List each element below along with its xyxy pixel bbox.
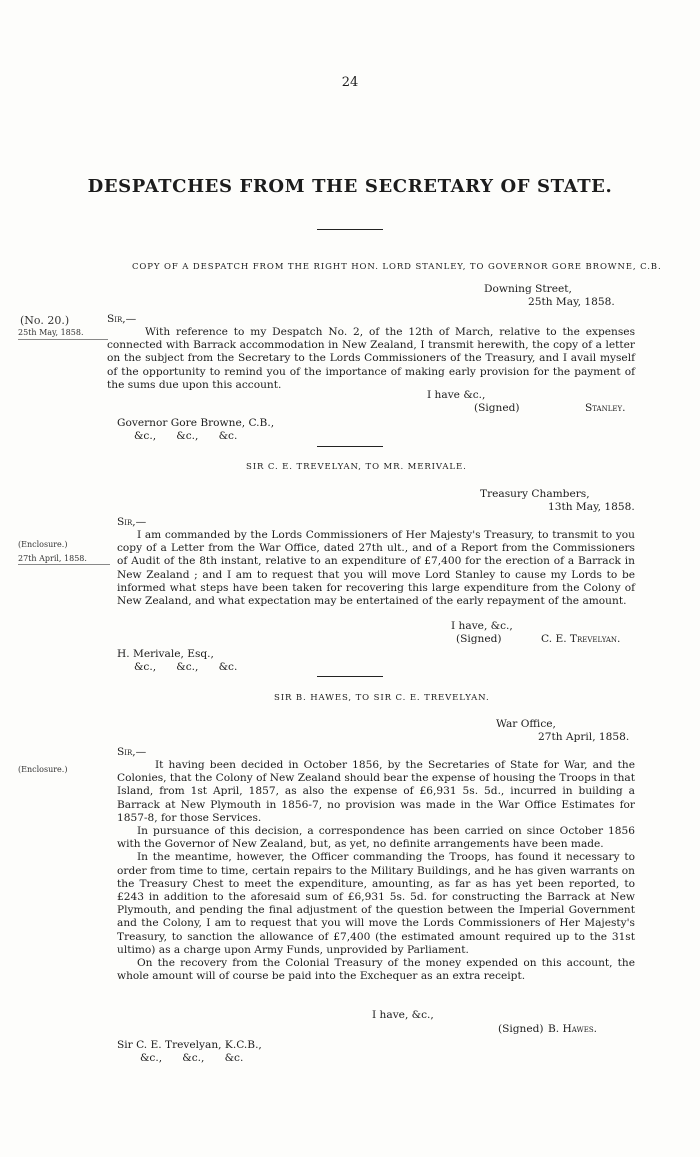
despatch1-date: 25th May, 1858. <box>528 296 615 308</box>
despatch3-paragraph-4: On the recovery from the Colonial Treasury of the money expended on this account, the whole amount will of course be paid into the Exchequer as an extra receipt. <box>117 957 635 983</box>
despatch2-heading: SIR C. E. TREVELYAN, TO MR. MERIVALE. <box>246 462 467 472</box>
despatch3-heading: SIR B. HAWES, TO SIR C. E. TREVELYAN. <box>274 693 490 703</box>
divider-2 <box>317 676 383 677</box>
despatch3-date: 27th April, 1858. <box>538 731 630 743</box>
despatch2-closing: I have, &c., <box>451 620 513 632</box>
despatch2-margin-date: 27th April, 1858. <box>18 554 87 563</box>
despatch1-signed: (Signed) <box>474 402 520 414</box>
despatch1-closing: I have &c., <box>427 389 486 401</box>
despatch3-closing: I have, &c., <box>372 1009 434 1021</box>
despatch1-margin-no: (No. 20.) <box>20 314 70 327</box>
margin-rule-1 <box>18 339 108 340</box>
despatch2-etc: &c., &c., &c. <box>134 661 238 673</box>
despatch1-addressee: Governor Gore Browne, C.B., <box>117 417 275 429</box>
despatch1-margin-date: 25th May, 1858. <box>18 328 84 337</box>
despatch1-body <box>107 326 635 392</box>
despatch3-addressee: Sir C. E. Trevelyan, K.C.B., <box>117 1039 262 1051</box>
despatch2-addressee: H. Merivale, Esq., <box>117 648 214 660</box>
despatch3-place: War Office, <box>496 718 556 730</box>
despatch3-salutation: Sir,— <box>117 746 147 758</box>
despatch2-body <box>117 529 635 608</box>
despatch3-margin-enclosure: (Enclosure.) <box>18 765 68 774</box>
despatch2-date: 13th May, 1858. <box>548 501 635 513</box>
margin-rule-2 <box>18 564 110 565</box>
page-title: DESPATCHES FROM THE SECRETARY OF STATE. <box>87 176 613 197</box>
despatch1-heading: COPY OF A DESPATCH FROM THE RIGHT HON. LORD STANLEY, TO GOVERNOR GORE BROWNE, C.B. <box>132 262 662 272</box>
despatch2-paragraph: I am commanded by the Lords Commissioners of Her Majesty's Treasury, to transmit to you copy of a Letter from the War Office, dated 27th ult., and of a Report from the Commissioners of Audit of the 8th instant, relative to an expenditure of £7,400 for the erection of a Barrack in New Zealand ; and I am to request that you will move Lord Stanley to cause my Lords to be informed what steps have been taken for recovering this large expenditure from the Colony of New Zealand, and what expectation may be entertained of the early repayment of the amount. <box>117 529 635 608</box>
despatch3-signer: B. Hawes. <box>548 1023 597 1035</box>
despatch1-signer: Stanley. <box>585 402 626 414</box>
despatch3-body <box>117 759 635 983</box>
despatch3-signed: (Signed) <box>498 1023 544 1035</box>
despatch3-paragraph-1: It having been decided in October 1856, by the Secretaries of State for War, and the Colonies, that the Colony of New Zealand should bear the expense of housing the Troops in that Island, from 1st April, 1857, as also the expense of £6,931 5s. 5d., incurred in building a Barrack at New Plymouth in 1856-7, no provision was made in the War Office Estimates for 1857-8, for those Services. <box>117 759 635 824</box>
page-number: 24 <box>341 75 359 90</box>
despatch2-signer: C. E. Trevelyan. <box>541 633 621 645</box>
despatch3-etc: &c., &c., &c. <box>140 1052 244 1064</box>
despatch1-salutation: Sir,— <box>107 313 137 325</box>
despatch1-paragraph: With reference to my Despatch No. 2, of the 12th of March, relative to the expenses connected with Barrack accommodation in New Zealand, I transmit herewith, the copy of a letter on the subject from the Secretary to the Lords Commissioners of the Treasury, and I avail myself of the opportunity to remind you of the importance of making early provision for the payment of the sums due upon this account. <box>107 326 635 391</box>
despatch2-salutation: Sir,— <box>117 516 147 528</box>
despatch2-signed: (Signed) <box>456 633 502 645</box>
despatch3-paragraph-3: In the meantime, however, the Officer commanding the Troops, has found it necessary to order from time to time, certain repairs to the Military Buildings, and he has given warrants on the Treasury Chest to meet the expenditure, amounting, as far as has yet been reported, to £243 in addition to the aforesaid sum of £6,931 5s. 5d. for constructing the Barrack at New Plymouth, and pending the final adjustment of the question between the Imperial Government and the Colony, I am to request that you will move the Lords Commissioners of Her Majesty's Treasury, to sanction the allowance of £7,400 (the estimated amount required up to the 31st ultimo) as a charge upon Army Funds, unprovided by Parliament. <box>117 851 635 956</box>
title-divider <box>317 229 383 230</box>
despatch1-etc: &c., &c., &c. <box>134 430 238 442</box>
despatch2-margin-enclosure: (Enclosure.) <box>18 540 68 549</box>
divider-1 <box>317 446 383 447</box>
despatch3-paragraph-2: In pursuance of this decision, a correspondence has been carried on since October 1856 with the Governor of New Zealand, but, as yet, no definite arrangements have been made. <box>117 825 635 851</box>
despatch2-place: Treasury Chambers, <box>480 488 590 500</box>
despatch1-place: Downing Street, <box>484 283 572 295</box>
